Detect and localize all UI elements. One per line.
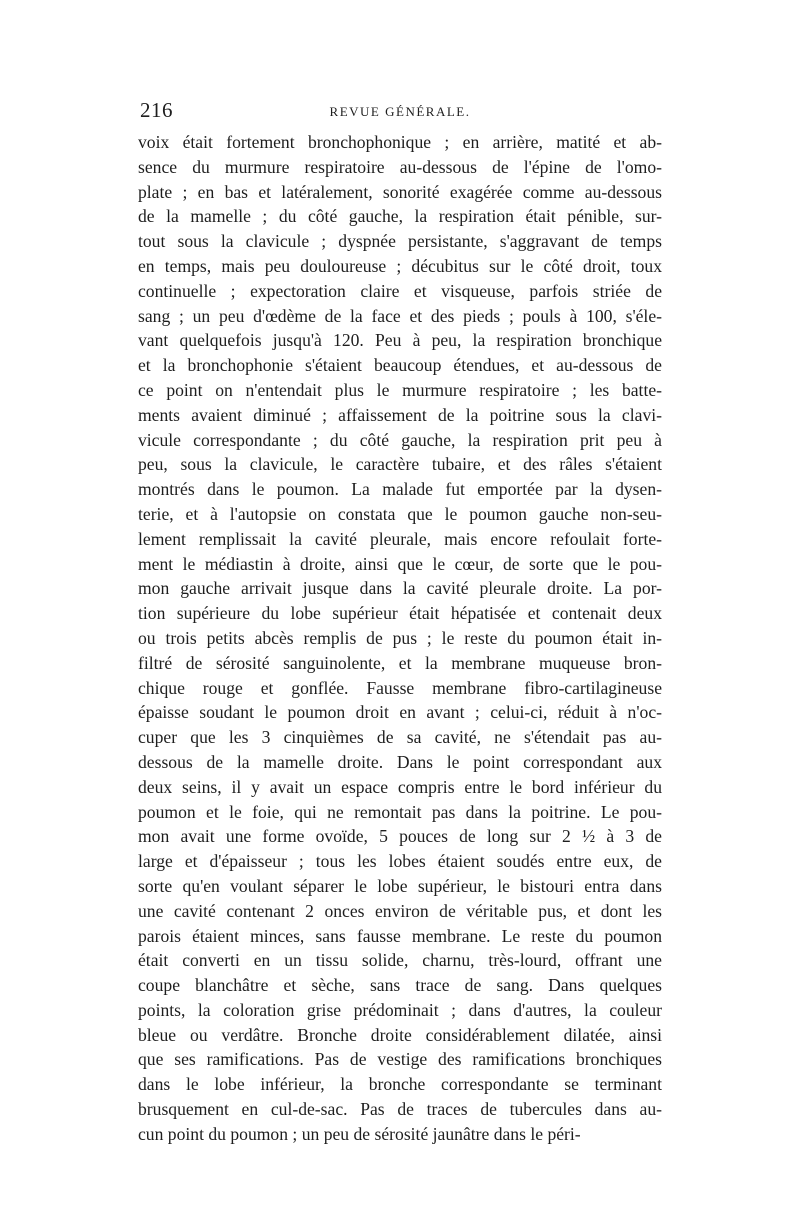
text-line: ou trois petits abcès remplis de pus ; le reste du poumon était in- — [138, 627, 662, 648]
text-line: continuelle ; expectoration claire et visqueuse, parfois striée de — [138, 280, 662, 301]
text-line: plate ; en bas et latéralement, sonorité exagérée comme au-dessous — [138, 181, 662, 202]
page-number: 216 — [140, 98, 173, 122]
page-header — [138, 98, 662, 130]
text-line: poumon et le foie, qui ne remontait pas dans la poitrine. Le pou- — [138, 801, 662, 822]
text-line: mon gauche arrivait jusque dans la cavité pleurale droite. La por- — [138, 578, 662, 599]
text-line: points, la coloration grise prédominait ; dans d'autres, la couleur — [138, 999, 662, 1020]
text-line: tout sous la clavicule ; dyspnée persistante, s'aggravant de temps — [138, 231, 662, 252]
text-line: filtré de sérosité sanguinolente, et la membrane muqueuse bron- — [138, 652, 662, 673]
text-line: brusquement en cul-de-sac. Pas de traces de tubercules dans au- — [138, 1099, 662, 1120]
text-line: large et d'épaisseur ; tous les lobes étaient soudés entre eux, de — [138, 851, 662, 872]
text-line: mon avait une forme ovoïde, 5 pouces de long sur 2 ½ à 3 de — [138, 826, 662, 847]
text-line: et la bronchophonie s'étaient beaucoup étendues, et au-dessous de — [138, 355, 662, 376]
text-line: voix était fortement bronchophonique ; en arrière, matité et ab- — [138, 132, 662, 152]
text-line: était converti en un tissu solide, charnu, très-lourd, offrant une — [138, 950, 662, 971]
text-line: ment le médiastin à droite, ainsi que le cœur, de sorte que le pou- — [138, 553, 662, 574]
text-line: lement remplissait la cavité pleurale, mais encore refoulait forte- — [138, 528, 662, 549]
text-line: tion supérieure du lobe supérieur était hépatisée et contenait deux — [138, 603, 662, 624]
text-line: vant quelquefois jusqu'à 120. Peu à peu, la respiration bronchique — [138, 330, 662, 351]
running-head: REVUE GÉNÉRALE. — [329, 104, 471, 119]
text-line: cun point du poumon ; un peu de sérosité jaunâtre dans le péri- — [138, 1123, 581, 1144]
text-line: vicule correspondante ; du côté gauche, la respiration prit peu à — [138, 429, 662, 450]
text-line: parois étaient minces, sans fausse membrane. Le reste du poumon — [138, 925, 662, 946]
text-line: deux seins, il y avait un espace compris entre le bord inférieur du — [138, 776, 662, 797]
text-line: bleue ou verdâtre. Bronche droite considérablement dilatée, ainsi — [138, 1024, 662, 1045]
text-line: une cavité contenant 2 onces environ de véritable pus, et dont les — [138, 900, 662, 921]
text-line: sorte qu'en voulant séparer le lobe supérieur, le bistouri entra dans — [138, 875, 662, 896]
text-line: sang ; un peu d'œdème de la face et des pieds ; pouls à 100, s'éle- — [138, 305, 662, 326]
text-line: coupe blanchâtre et sèche, sans trace de sang. Dans quelques — [138, 975, 662, 996]
text-line: cuper que les 3 cinquièmes de sa cavité, ne s'étendait pas au- — [138, 727, 662, 748]
text-line: dessous de la mamelle droite. Dans le point correspondant aux — [138, 751, 662, 772]
text-line: ments avaient diminué ; affaissement de la poitrine sous la clavi- — [138, 404, 662, 425]
text-line: sence du murmure respiratoire au-dessous de l'épine de l'omo- — [138, 156, 662, 177]
text-line: chique rouge et gonflée. Fausse membrane fibro-cartilagineuse — [138, 677, 662, 698]
text-line: peu, sous la clavicule, le caractère tubaire, et des râles s'étaient — [138, 454, 662, 475]
text-line: montrés dans le poumon. La malade fut emportée par la dysen- — [138, 479, 662, 500]
text-line: de la mamelle ; du côté gauche, la respiration était pénible, sur- — [138, 206, 662, 227]
text-line: épaisse soudant le poumon droit en avant ; celui-ci, réduit à n'oc- — [138, 702, 662, 723]
text-line: que ses ramifications. Pas de vestige des ramifications bronchiques — [138, 1049, 662, 1070]
book-page — [138, 98, 662, 1147]
text-line: terie, et à l'autopsie on constata que le poumon gauche non-seu- — [138, 503, 662, 524]
body-text — [138, 130, 662, 1147]
text-line: dans le lobe inférieur, la bronche correspondante se terminant — [138, 1074, 662, 1095]
text-line: en temps, mais peu douloureuse ; décubitus sur le côté droit, toux — [138, 255, 662, 276]
text-line: ce point on n'entendait plus le murmure respiratoire ; les batte- — [138, 379, 662, 400]
